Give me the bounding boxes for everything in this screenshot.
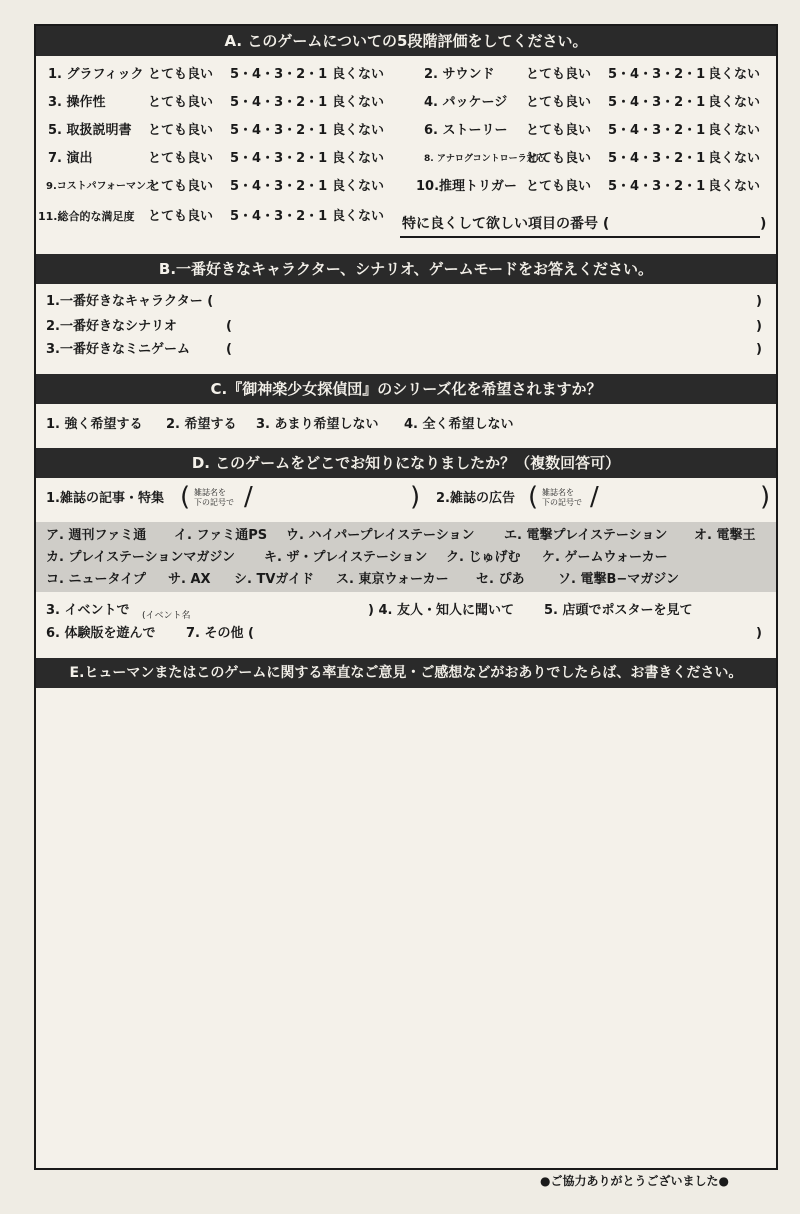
rating-scale[interactable]: 5・4・3・2・1 [230,179,328,194]
friend-option: ) 4. 友人・知人に聞いて [368,603,514,618]
other-option-close: ) [756,626,762,641]
section-b-header: B.一番好きなキャラクター、シナリオ、ゲームモードをお答えください。 [36,254,776,284]
rating-scale[interactable]: 5・4・3・2・1 [608,179,706,194]
rating-scale[interactable]: 5・4・3・2・1 [608,95,706,110]
rating-item-label: 3. 操作性 [48,95,106,110]
rating-bad-label: 良くない [708,95,761,110]
rating-scale[interactable]: 5・4・3・2・1 [608,67,706,82]
event-note: (イベント名 [142,611,191,621]
section-e-header: E.ヒューマンまたはこのゲームに関する率直なご意見・ご感想などがおありでしたらば、お書きください。 [36,658,776,688]
favorite-character-close: ) [756,294,762,309]
rating-bad-label: 良くない [708,123,761,138]
rating-scale[interactable]: 5・4・3・2・1 [230,209,328,224]
rating-scale[interactable]: 5・4・3・2・1 [230,123,328,138]
magazine-ad-label: 2.雑誌の広告 [436,491,515,506]
series-option[interactable]: 4. 全く希望しない [404,417,514,432]
magazine-article-open: ( [180,482,191,512]
rating-good-label: とても良い [148,95,214,110]
rating-item-label: 9.コストパフォーマンス [46,181,156,192]
favorite-minigame-open: ( [226,342,232,357]
favorite-character-label: 1.一番好きなキャラクター ( [46,294,214,309]
rating-scale[interactable]: 5・4・3・2・1 [608,151,706,166]
rating-item-label: 5. 取扱説明書 [48,123,132,138]
rating-item-label: 8. アナログコントローラ対応 [424,154,545,164]
rating-bad-label: 良くない [708,179,761,194]
rating-scale[interactable]: 5・4・3・2・1 [230,95,328,110]
rating-scale[interactable]: 5・4・3・2・1 [230,67,328,82]
rating-bad-label: 良くない [332,123,385,138]
rating-good-label: とても良い [526,95,592,110]
magazine-option: シ. TVガイド [234,572,315,587]
magazine-option: イ. ファミ通PS [174,528,268,543]
magazine-article-label: 1.雑誌の記事・特集 [46,491,164,506]
rating-good-label: とても良い [526,67,592,82]
magazine-option: オ. 電撃王 [694,528,756,543]
magazine-option: サ. AX [168,572,211,587]
series-option[interactable]: 2. 希望する [166,417,237,432]
poster-option: 5. 店頭でポスターを見て [544,603,693,618]
magazine-option: ケ. ゲームウォーカー [542,550,668,565]
magazine-option: キ. ザ・プレイステーション [264,550,428,565]
rating-good-label: とても良い [148,151,214,166]
magazine-option: ア. 週刊ファミ通 [46,528,147,543]
magazine-option: ソ. 電撃B−マガジン [558,572,679,587]
rating-bad-label: 良くない [332,179,385,194]
other-option: 7. その他 ( [186,626,254,641]
rating-good-label: とても良い [526,151,592,166]
rating-item-label: 6. ストーリー [424,123,508,138]
rating-bad-label: 良くない [332,209,385,224]
rating-good-label: とても良い [148,209,214,224]
magazine-article-note: 下の記号で [194,498,234,507]
magazine-option: カ. プレイステーションマガジン [46,550,236,565]
rating-item-label: 11.総合的な満足度 [38,210,135,223]
comments-area[interactable] [36,688,776,1168]
rating-good-label: とても良い [148,179,214,194]
survey-sheet [34,24,778,1170]
rating-good-label: とても良い [526,179,592,194]
magazine-ad-close: ) [760,482,771,512]
magazine-article-close: ) [410,482,421,512]
rating-scale[interactable]: 5・4・3・2・1 [608,123,706,138]
rating-good-label: とても良い [526,123,592,138]
series-option[interactable]: 3. あまり希望しない [256,417,379,432]
magazine-article-note: 雑誌名を [194,488,226,497]
magazine-option: コ. ニュータイプ [46,572,146,587]
magazine-option: ク. じゅげむ [446,550,521,565]
rating-bad-label: 良くない [708,67,761,82]
rating-bad-label: 良くない [332,67,385,82]
magazine-article-slash: / [244,482,253,512]
rating-item-label: 2. サウンド [424,67,495,82]
thank-you-footer: ●ご協力ありがとうございました● [540,1174,729,1188]
rating-good-label: とても良い [148,67,214,82]
magazine-ad-note: 下の記号で [542,498,582,507]
favorite-scenario-close: ) [756,319,762,334]
series-option[interactable]: 1. 強く希望する [46,417,143,432]
event-label: 3. イベントで [46,603,130,618]
magazine-option: セ. ぴあ [476,572,525,587]
magazine-ad-open: ( [528,482,539,512]
section-d-header: D. このゲームをどこでお知りになりましたか？（複数回答可） [36,448,776,478]
rating-bad-label: 良くない [332,151,385,166]
magazine-ad-note: 雑誌名を [542,488,574,497]
magazine-ad-slash: / [590,482,599,512]
rating-bad-label: 良くない [332,95,385,110]
favorite-scenario-open: ( [226,319,232,334]
favorite-minigame-close: ) [756,342,762,357]
magazine-option: ス. 東京ウォーカー [336,572,449,587]
rating-good-label: とても良い [148,123,214,138]
rating-item-label: 7. 演出 [48,151,93,166]
rating-item-label: 10.推理トリガー [416,179,517,194]
rating-item-label: 4. パッケージ [424,95,508,110]
rating-bad-label: 良くない [708,151,761,166]
favorite-minigame-label: 3.一番好きなミニゲーム [46,342,190,357]
rating-item-label: 1. グラフィック [48,67,144,82]
magazine-option: ウ. ハイパープレイステーション [286,528,475,543]
improve-item-label: 特に良くして欲しい項目の番号 ( [402,216,610,232]
improve-item-underline [400,236,760,238]
demo-option: 6. 体験版を遊んで [46,626,156,641]
rating-scale[interactable]: 5・4・3・2・1 [230,151,328,166]
improve-item-close: ) [760,216,767,232]
favorite-scenario-label: 2.一番好きなシナリオ [46,319,177,334]
section-a-header: A. このゲームについての5段階評価をしてください。 [36,26,776,56]
section-c-header: C.『御神楽少女探偵団』のシリーズ化を希望されますか？ [36,374,776,404]
magazine-option: エ. 電撃プレイステーション [504,528,668,543]
